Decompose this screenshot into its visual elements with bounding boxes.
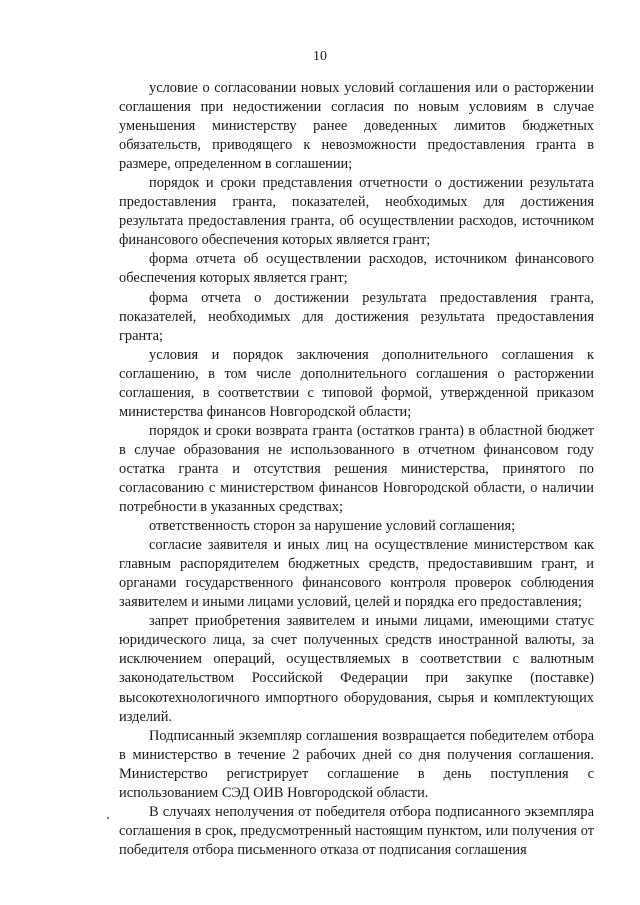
page-number: 10 — [313, 49, 327, 64]
paragraph-parties-responsibility: ответственность сторон за нарушение условий соглашения; — [149, 518, 516, 535]
paragraph-non-receipt-case: В случаях неполучения от победителя отбора подписанного экземпляра соглашения в срок, предусмотренный настоящим пунктом, или получения от победителя отбора письменного отказа от подписания соглашения — [119, 803, 594, 858]
document-body — [119, 79, 594, 860]
paragraph-grant-return-procedure: порядок и сроки возврата гранта (остатков гранта) в областной бюджет в случае образования не использованного в отчетном финансовом году остатка гранта и отсутствия решения министерства, принятого по согласованию с министерством финансов Новгородской области, о наличии потребности в указанных средствах; — [119, 422, 594, 516]
paragraph-supplementary-agreement: условия и порядок заключения дополнительного соглашения к соглашению, в том числе дополнительного соглашения о расторжении соглашения, в соответствии с типовой формой, утвержденной приказом министерства финансов Новгородской области; — [119, 346, 594, 420]
scan-speck — [107, 817, 109, 819]
paragraph-expense-report-form: форма отчета об осуществлении расходов, источником финансового обеспечения которых является грант; — [119, 251, 594, 287]
paragraph-signed-copy-return: Подписанный экземпляр соглашения возвращается победителем отбора в министерство в течение 2 рабочих дней со дня получения соглашения. Министерство регистрирует соглашение в день поступления с использованием СЭД ОИВ Новгородской области. — [119, 727, 594, 801]
paragraph-reporting-procedure: порядок и сроки представления отчетности о достижении результата предоставления гранта, показателей, необходимых для достижения результата предоставления гранта, об осуществлении расходов, источником финансового обеспечения которых является грант; — [119, 175, 594, 249]
paragraph-result-report-form: форма отчета о достижении результата предоставления гранта, показателей, необходимых для достижения результата предоставления гранта; — [119, 289, 594, 344]
paragraph-agreement-change-condition: условие о согласовании новых условий соглашения или о расторжении соглашения при недостижении согласия по новым условиям в случае уменьшения министерству ранее доведенных лимитов бюджетных обязательств, приводящего к невозможности предоставления гранта в размере, определенном в соглашении; — [119, 80, 594, 173]
paragraph-currency-purchase-ban: запрет приобретения заявителем и иными лицами, имеющими статус юридического лица, за счет полученных средств иностранной валюты, за исключением операций, осуществляемых в соответствии с валютным законодательством Российской Федерации при закупке (поставке) высокотехнологичного импортного оборудования, сырья и комплектующих изделий. — [119, 613, 594, 725]
paragraph-inspection-consent: согласие заявителя и иных лиц на осуществление министерством как главным распорядителем бюджетных средств, предоставившим грант, и органами государственного финансового контроля проверок соблюдения заявителем и иными лицами условий, целей и порядка его предоставления; — [119, 537, 594, 611]
